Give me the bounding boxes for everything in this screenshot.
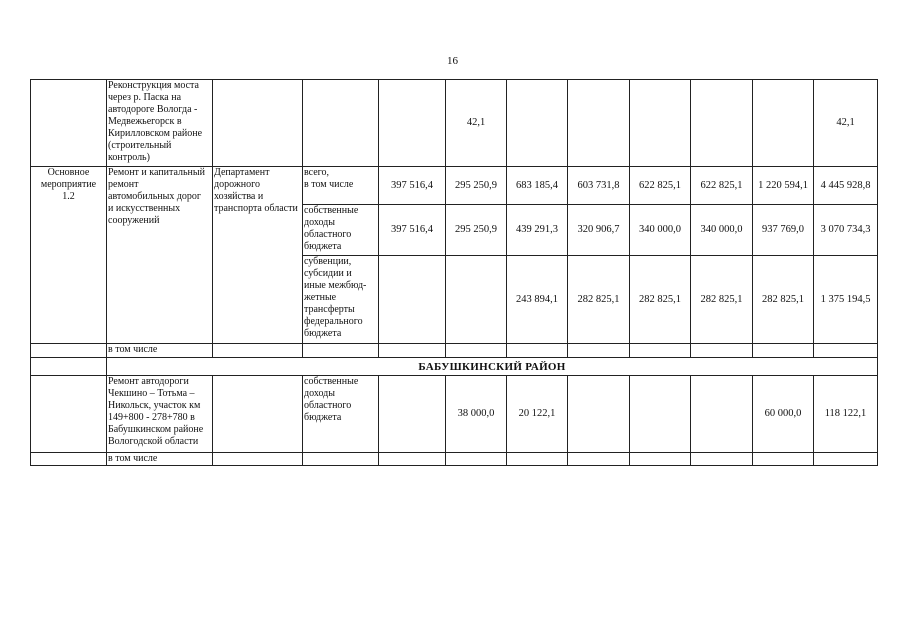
table-row-including bbox=[31, 453, 878, 466]
road-repair-source: собственные доходы областного бюджета bbox=[303, 376, 379, 453]
table-row-road-repair bbox=[31, 376, 878, 453]
value-cell bbox=[630, 80, 691, 167]
budget-table bbox=[30, 79, 878, 466]
empty-cell bbox=[303, 344, 379, 358]
empty-cell bbox=[753, 453, 814, 466]
empty-cell bbox=[507, 344, 568, 358]
value-cell: 60 000,0 bbox=[753, 376, 814, 453]
empty-cell bbox=[303, 453, 379, 466]
value-cell bbox=[446, 256, 507, 344]
road-repair-name: Ремонт автодороги Чекшино – Тотьма – Никольск, участок км 149+800 - 278+780 в Бабушкинском районе Вологодской области bbox=[107, 376, 213, 453]
value-cell: 683 185,4 bbox=[507, 167, 568, 205]
value-cell: 439 291,3 bbox=[507, 205, 568, 256]
value-cell bbox=[691, 80, 753, 167]
table-row-region bbox=[31, 358, 878, 376]
empty-cell bbox=[31, 344, 107, 358]
source-all: всего, в том числе bbox=[303, 167, 379, 205]
value-cell: 340 000,0 bbox=[630, 205, 691, 256]
main-event-name: Ремонт и капитальный ремонт автомобильных дорог и искусственных сооружений bbox=[107, 167, 213, 344]
empty-cell bbox=[507, 453, 568, 466]
value-cell bbox=[379, 80, 446, 167]
value-cell: 622 825,1 bbox=[630, 167, 691, 205]
region-title: БАБУШКИНСКИЙ РАЙОН bbox=[107, 358, 878, 376]
value-total: 3 070 734,3 bbox=[814, 205, 878, 256]
empty-cell bbox=[691, 344, 753, 358]
empty-cell bbox=[446, 453, 507, 466]
value-cell: 20 122,1 bbox=[507, 376, 568, 453]
cell-source bbox=[303, 80, 379, 167]
table-row-including bbox=[31, 344, 878, 358]
value-cell: 603 731,8 bbox=[568, 167, 630, 205]
empty-cell bbox=[213, 376, 303, 453]
value-cell: 42,1 bbox=[446, 80, 507, 167]
empty-cell bbox=[814, 344, 878, 358]
empty-cell bbox=[568, 344, 630, 358]
empty-cell bbox=[213, 453, 303, 466]
value-cell: 295 250,9 bbox=[446, 167, 507, 205]
value-cell bbox=[691, 376, 753, 453]
value-total: 42,1 bbox=[814, 80, 878, 167]
value-cell: 295 250,9 bbox=[446, 205, 507, 256]
value-cell bbox=[630, 376, 691, 453]
value-cell bbox=[568, 80, 630, 167]
page-number: 16 bbox=[447, 55, 458, 67]
table-row-main-all bbox=[31, 167, 878, 205]
main-event-executor: Департамент дорожного хозяйства и транспорта области bbox=[213, 167, 303, 344]
empty-cell bbox=[630, 344, 691, 358]
empty-cell bbox=[379, 453, 446, 466]
empty-cell bbox=[568, 453, 630, 466]
event-name: Реконструкция моста через р. Паска на автодороге Вологда - Медвежьегорск в Кирилловском районе (строительный контроль) bbox=[107, 80, 213, 167]
value-cell: 397 516,4 bbox=[379, 167, 446, 205]
empty-cell bbox=[814, 453, 878, 466]
table-row-construction bbox=[31, 80, 878, 167]
empty-cell bbox=[379, 344, 446, 358]
value-cell: 282 825,1 bbox=[630, 256, 691, 344]
empty-cell bbox=[691, 453, 753, 466]
empty-cell bbox=[630, 453, 691, 466]
main-event-label: Основное мероприятие 1.2 bbox=[31, 167, 107, 344]
empty-cell bbox=[446, 344, 507, 358]
cell-executor bbox=[213, 80, 303, 167]
value-cell: 622 825,1 bbox=[691, 167, 753, 205]
value-total: 118 122,1 bbox=[814, 376, 878, 453]
empty-cell bbox=[753, 344, 814, 358]
value-cell: 340 000,0 bbox=[691, 205, 753, 256]
value-cell: 282 825,1 bbox=[753, 256, 814, 344]
source-federal: субвенции, субсидии и иные межбюд- жетные трансферты федерального бюджета bbox=[303, 256, 379, 344]
source-own: собственные доходы областного бюджета bbox=[303, 205, 379, 256]
value-cell bbox=[379, 256, 446, 344]
cell-label bbox=[31, 80, 107, 167]
including-label: в том числе bbox=[107, 344, 213, 358]
value-cell bbox=[379, 376, 446, 453]
value-cell bbox=[568, 376, 630, 453]
value-cell: 320 906,7 bbox=[568, 205, 630, 256]
value-cell bbox=[753, 80, 814, 167]
value-cell: 38 000,0 bbox=[446, 376, 507, 453]
value-cell: 282 825,1 bbox=[568, 256, 630, 344]
value-cell: 397 516,4 bbox=[379, 205, 446, 256]
empty-cell bbox=[213, 344, 303, 358]
value-cell: 243 894,1 bbox=[507, 256, 568, 344]
empty-cell bbox=[31, 358, 107, 376]
value-total: 1 375 194,5 bbox=[814, 256, 878, 344]
value-cell: 1 220 594,1 bbox=[753, 167, 814, 205]
value-total: 4 445 928,8 bbox=[814, 167, 878, 205]
value-cell: 937 769,0 bbox=[753, 205, 814, 256]
empty-cell bbox=[31, 376, 107, 453]
value-cell bbox=[507, 80, 568, 167]
including-label: в том числе bbox=[107, 453, 213, 466]
value-cell: 282 825,1 bbox=[691, 256, 753, 344]
empty-cell bbox=[31, 453, 107, 466]
